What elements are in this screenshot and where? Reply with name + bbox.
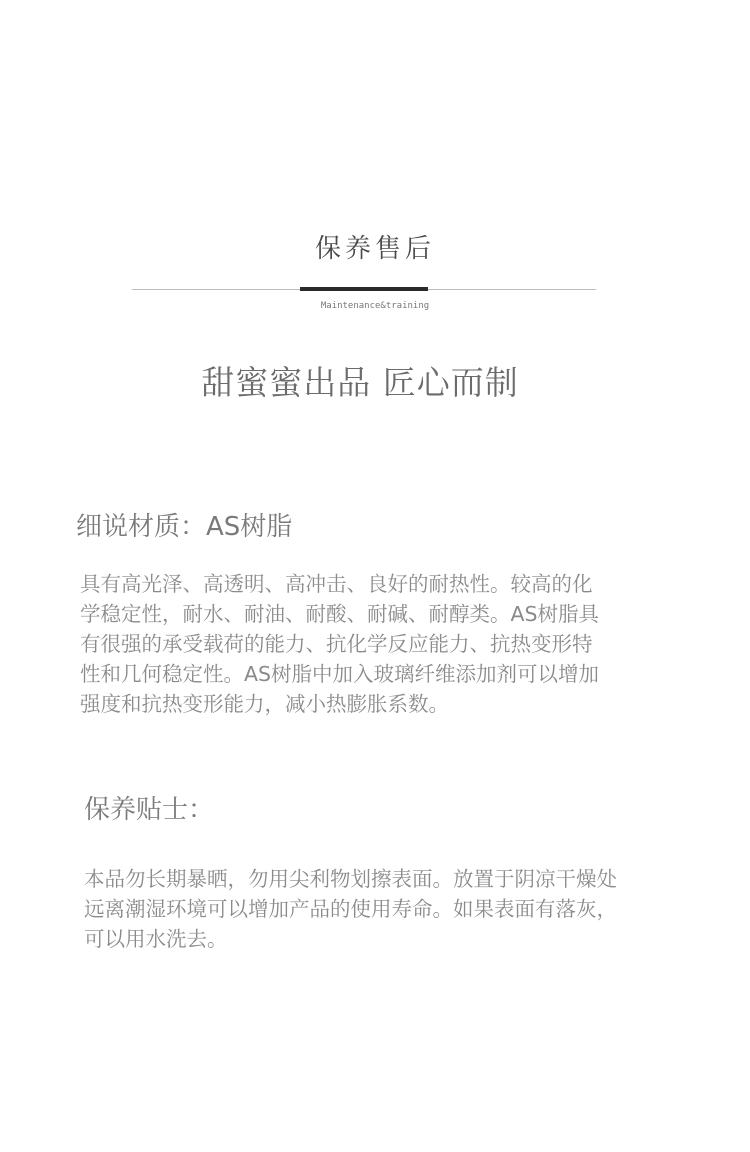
care-tips-heading: 保养贴士：: [84, 795, 215, 825]
section-title: 保养售后: [314, 234, 435, 264]
material-line: 具有高光泽、高透明、高冲击、良好的耐热性。较高的化: [80, 572, 593, 596]
care-tips-description: [84, 864, 684, 954]
title-divider-accent: [300, 287, 428, 291]
care-tips-line: 远离潮湿环境可以增加产品的使用寿命。如果表面有落灰，: [84, 897, 617, 921]
care-tips-line: 本品勿长期暴晒，勿用尖利物划擦表面。放置于阴凉干燥处: [84, 867, 617, 891]
brand-slogan: 甜蜜蜜出品 匠心而制: [201, 363, 519, 402]
material-line: 强度和抗热变形能力，减小热膨胀系数。: [80, 692, 449, 716]
material-description: [80, 569, 660, 719]
material-line: 有很强的承受载荷的能力、抗化学反应能力、抗热变形特: [80, 632, 593, 656]
material-heading: 细说材质：AS树脂: [76, 512, 293, 542]
material-line: 性和几何稳定性。AS树脂中加入玻璃纤维添加剂可以增加: [80, 662, 600, 686]
care-tips-line: 可以用水洗去。: [84, 927, 228, 951]
section-subtitle-english: Maintenance&training: [320, 301, 430, 311]
material-line: 学稳定性，耐水、耐油、耐酸、耐碱、耐醇类。AS树脂具: [80, 602, 600, 626]
